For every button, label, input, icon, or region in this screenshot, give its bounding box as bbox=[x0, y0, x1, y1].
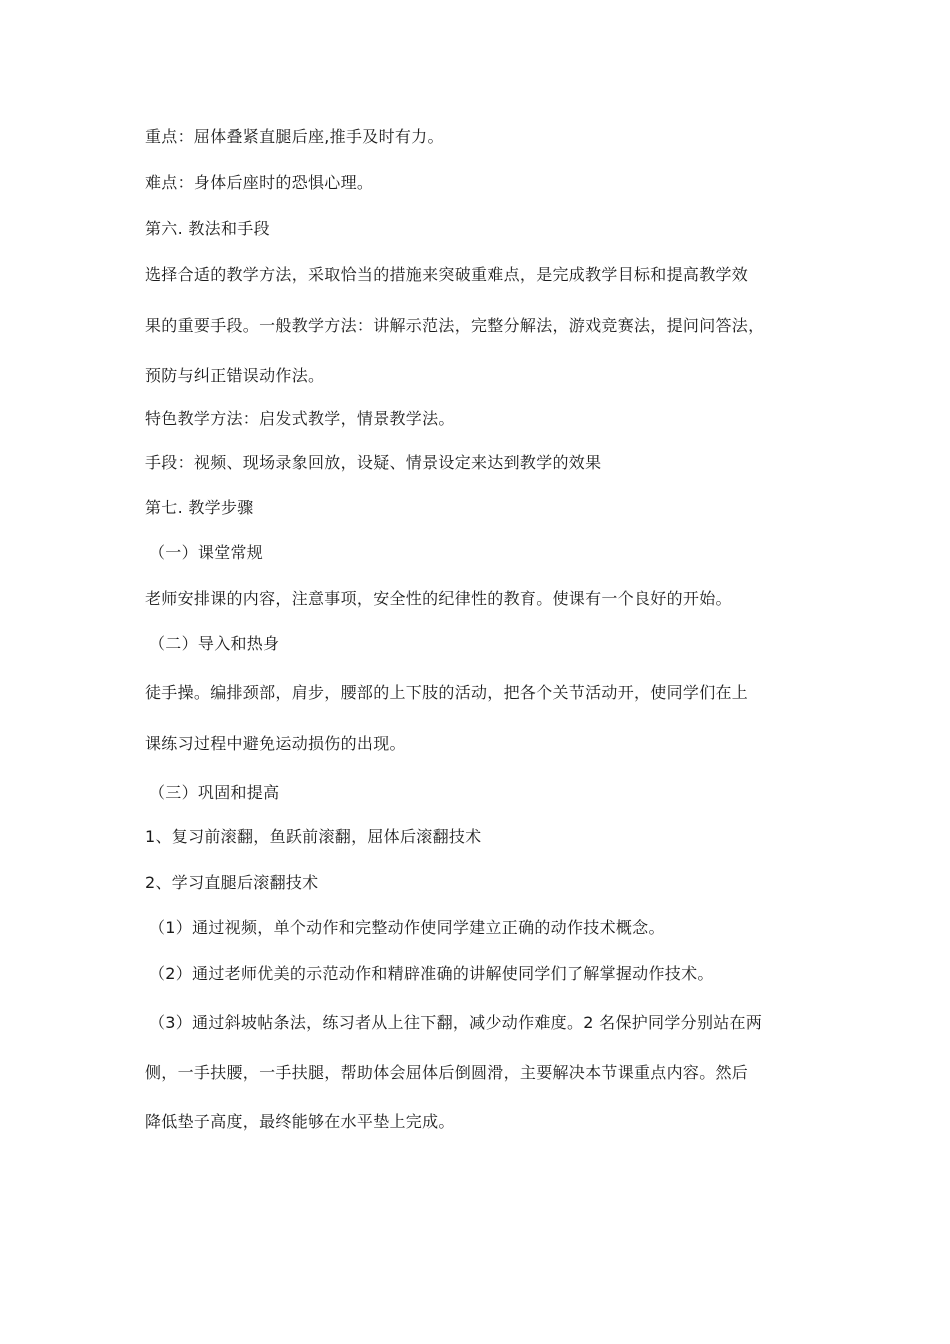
subsection-heading: （三）巩固和提高 bbox=[149, 783, 280, 802]
paragraph-line: 果的重要手段。一般教学方法：讲解示范法，完整分解法，游戏竞赛法，提问问答法， bbox=[145, 316, 765, 335]
numbered-item: （1）通过视频，单个动作和完整动作使同学建立正确的动作技术概念。 bbox=[149, 918, 665, 937]
numbered-item: （2）通过老师优美的示范动作和精辟准确的讲解使同学们了解掌握动作技术。 bbox=[149, 964, 714, 983]
list-item: 2、学习直腿后滚翻技术 bbox=[145, 873, 319, 892]
paragraph-line: 选择合适的教学方法，采取恰当的措施来突破重难点，是完成教学目标和提高教学效 bbox=[145, 265, 749, 284]
numbered-item: （3）通过斜坡帖条法，练习者从上往下翻，减少动作难度。2 名保护同学分别站在两 bbox=[149, 1013, 763, 1032]
paragraph-line: 预防与纠正错误动作法。 bbox=[145, 366, 325, 385]
section-six-heading: 第六. 教法和手段 bbox=[145, 219, 270, 238]
list-item: 1、复习前滚翻，鱼跃前滚翻，屈体后滚翻技术 bbox=[145, 827, 482, 846]
section-seven-heading: 第七. 教学步骤 bbox=[145, 498, 254, 517]
difficult-point-line: 难点：身体后座时的恐惧心理。 bbox=[145, 173, 374, 192]
special-methods-line: 特色教学方法：启发式教学，情景教学法。 bbox=[145, 409, 455, 428]
subsection-heading: （一）课堂常规 bbox=[149, 543, 264, 562]
means-line: 手段：视频、现场录象回放，设疑、情景设定来达到教学的效果 bbox=[145, 453, 602, 472]
paragraph-line: 侧，一手扶腰，一手扶腿，帮助体会屈体后倒圆滑，主要解决本节课重点内容。然后 bbox=[145, 1063, 749, 1082]
paragraph-line: 老师安排课的内容，注意事项，安全性的纪律性的教育。使课有一个良好的开始。 bbox=[145, 589, 732, 608]
paragraph-line: 降低垫子高度，最终能够在水平垫上完成。 bbox=[145, 1112, 455, 1131]
subsection-heading: （二）导入和热身 bbox=[149, 634, 280, 653]
paragraph-line: 徒手操。编排颈部，肩步，腰部的上下肢的活动，把各个关节活动开，使同学们在上 bbox=[145, 683, 749, 702]
key-point-line: 重点：屈体叠紧直腿后座,推手及时有力。 bbox=[145, 127, 444, 146]
paragraph-line: 课练习过程中避免运动损伤的出现。 bbox=[145, 734, 406, 753]
